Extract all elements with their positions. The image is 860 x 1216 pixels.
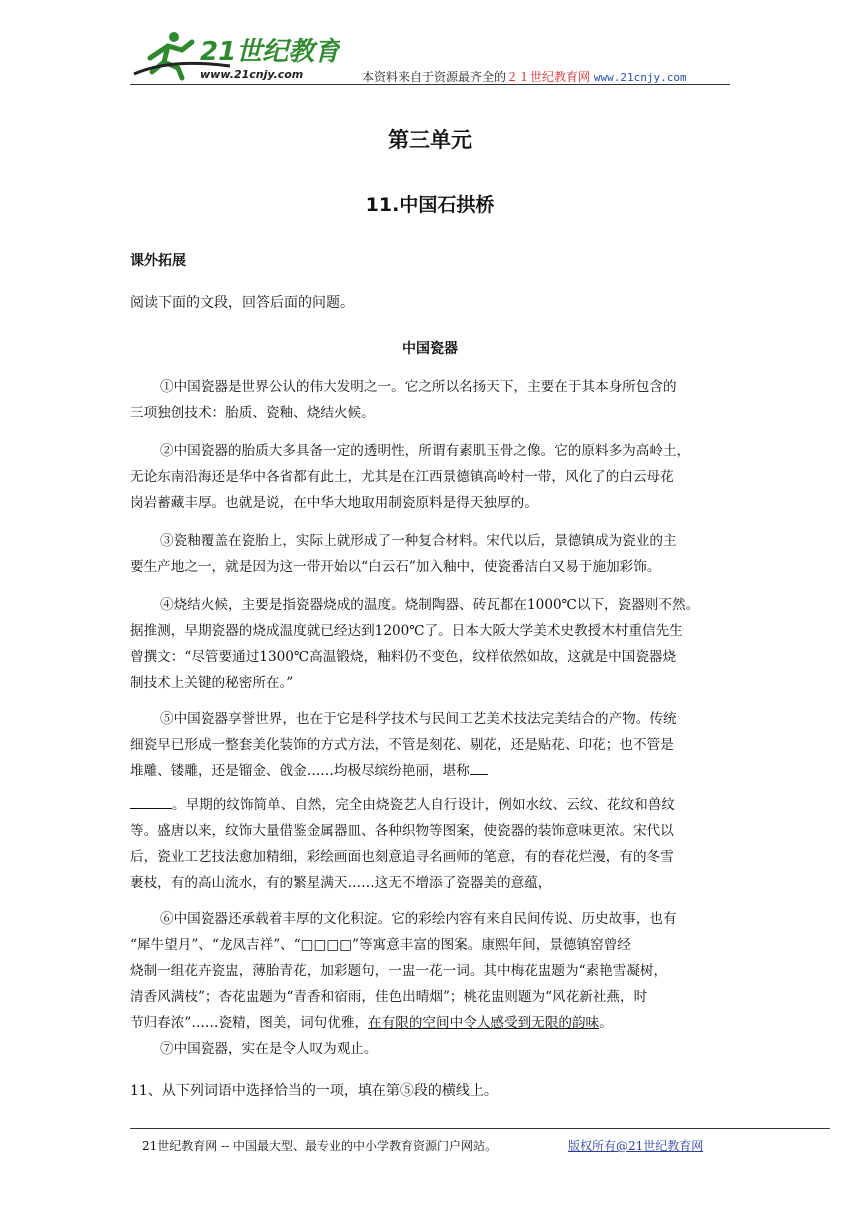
header-divider bbox=[130, 84, 730, 85]
question-11: 11、从下列词语中选择恰当的一项，填在第⑤段的横线上。 bbox=[130, 1083, 498, 1099]
header-tagline: 本资料来自于资源最齐全的２１世纪教育网 www.21cnjy.com bbox=[362, 70, 687, 84]
underlined-sentence: 在有限的空间中令人感受到无限的韵味 bbox=[368, 1015, 600, 1031]
answer-blank-cont[interactable] bbox=[130, 794, 172, 809]
svg-text:21世纪教育: 21世纪教育 bbox=[200, 37, 340, 67]
passage-title: 中国瓷器 bbox=[402, 341, 458, 357]
paragraph-6: ⑥中国瓷器还承载着丰厚的文化积淀。它的彩绘内容有来自民间传说、历史故事，也有 “犀牛望月”、“龙凤吉祥”、“□□□□”等寓意丰富的图案。康熙年间，景德镇窑曾经 烧制一组花卉瓷盅，薄胎青花，加彩题句，一盅一花一词。其中梅花盅题为“素艳雪凝树， 清香风满枝”；杏花盅题为“青香和宿雨，佳色出晴烟”；桃花盅则题为“风花新社燕，时 节归春浓”……瓷精，图美，词句优雅，在有限的空间中令人感受到无限的韵味。 bbox=[130, 911, 677, 1031]
logo-21cnjy bbox=[130, 28, 340, 84]
unit-title: 第三单元 bbox=[388, 128, 472, 152]
tagline-url[interactable]: www.21cnjy.com bbox=[593, 71, 687, 84]
svg-text:www.21cnjy.com: www.21cnjy.com bbox=[200, 68, 304, 81]
paragraph-5-continued: 。早期的纹饰简单、自然，完全由烧瓷艺人自行设计，例如水纹、云纹、花纹和兽纹 等。盛唐以来，纹饰大量借鉴金属器皿、各种织物等图案，使瓷器的装饰意味更浓。宋代以 后，瓷业工艺技法愈加精细，彩绘画面也刻意追寻名画师的笔意，有的春花烂漫，有的冬雪 裹枝，有的高山流水，有的繁星满天……这无不增添了瓷器美的意蕴， bbox=[130, 792, 730, 896]
copyright-link[interactable]: 版权所有@21世纪教育网 bbox=[568, 1139, 704, 1153]
reading-instruction: 阅读下面的文段，回答后面的问题。 bbox=[130, 295, 354, 311]
section-label: 课外拓展 bbox=[130, 253, 186, 269]
lesson-title: 11.中国石拱桥 bbox=[365, 194, 495, 216]
page-footer bbox=[142, 1137, 704, 1154]
tagline-brand[interactable]: ２１世纪教育网 bbox=[506, 70, 591, 84]
answer-blank[interactable] bbox=[470, 760, 488, 775]
paragraph-5: ⑤中国瓷器享誉世界，也在于它是科学技术与民间工艺美术技法完美结合的产物。传统 细瓷早已形成一整套美化装饰的方式方法，不管是刻花、剔花，还是贴花、印花；也不管是 堆雕、镂雕，还是镏金、戗金……均极尽缤纷艳丽，堪称 bbox=[130, 711, 677, 779]
paragraph-3: ③瓷釉覆盖在瓷胎上，实际上就形成了一种复合材料。宋代以后，景德镇成为瓷业的主 要生产地之一，就是因为这一带开始以“白云石”加入釉中，使瓷番洁白又易于施加彩饰。 bbox=[130, 533, 677, 575]
footer-text: 21世纪教育网 -- 中国最大型、最专业的中小学教育资源门户网站。 bbox=[142, 1139, 498, 1153]
paragraph-7: ⑦中国瓷器，实在是令人叹为观止。 bbox=[160, 1041, 378, 1057]
paragraph-1: ①中国瓷器是世界公认的伟大发明之一。它之所以名扬天下，主要在于其本身所包含的 三项独创技术：胎质、瓷釉、烧结火候。 bbox=[130, 379, 677, 421]
page-header bbox=[130, 28, 730, 86]
paragraph-2: ②中国瓷器的胎质大多具备一定的透明性，所谓有素肌玉骨之像。它的原料多为高岭土， 无论东南沿海还是华中各省都有此土，尤其是在江西景德镇高岭村一带，风化了的白云母花 岗岩蓄藏丰厚。也就是说，在中华大地取用制瓷原料是得天独厚的。 bbox=[130, 443, 691, 511]
footer-divider bbox=[130, 1128, 830, 1129]
paragraph-4: ④烧结火候，主要是指瓷器烧成的温度。烧制陶器、砖瓦都在1000℃以下，瓷器则不然。 据推测，早期瓷器的烧成温度就已经达到1200℃了。日本大阪大学美术史教授木村重信先生 曾撰文：“尽管要通过1300℃高温锻烧，釉料仍不变色，纹样依然如故，这就是中国瓷器烧 制技术上关键的秘密所在。” bbox=[130, 597, 700, 691]
